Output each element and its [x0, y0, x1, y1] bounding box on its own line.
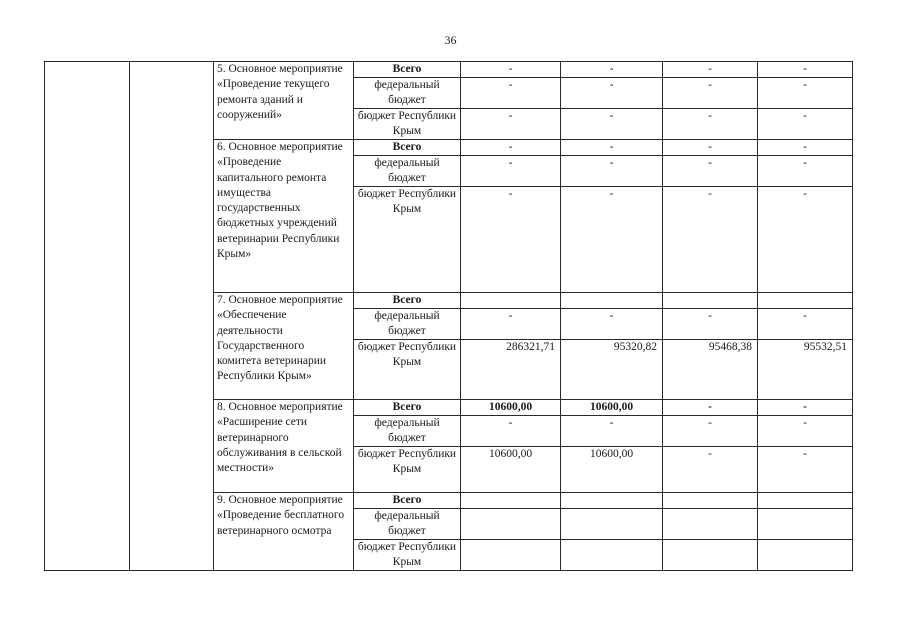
budget-table — [44, 61, 853, 571]
value-cell — [461, 293, 561, 309]
value-cell — [663, 293, 758, 309]
page-number: 36 — [444, 33, 457, 47]
value-cell: - — [461, 416, 561, 447]
value-cell: - — [461, 187, 561, 293]
value-cell — [758, 540, 853, 571]
value-cell: - — [461, 78, 561, 109]
empty-column-2 — [130, 62, 214, 571]
value-cell: - — [758, 187, 853, 293]
source-regional: бюджет Республики Крым — [354, 109, 461, 140]
value-cell: - — [663, 416, 758, 447]
value-cell: - — [758, 109, 853, 140]
value-cell — [663, 509, 758, 540]
source-regional: бюджет Республики Крым — [354, 447, 461, 493]
activity-title: 5. Основное мероприятие «Проведение текущего ремонта зданий и сооружений» — [214, 62, 354, 140]
activity-title: 9. Основное мероприятие «Проведение бесплатного ветеринарного осмотра — [214, 493, 354, 571]
value-cell: - — [663, 400, 758, 416]
source-regional: бюджет Республики Крым — [354, 540, 461, 571]
value-cell: - — [663, 140, 758, 156]
value-cell: - — [663, 62, 758, 78]
source-total: Всего — [354, 140, 461, 156]
table-row — [45, 62, 853, 78]
value-cell: - — [663, 78, 758, 109]
value-cell: - — [561, 309, 663, 340]
activity-title: 6. Основное мероприятие «Проведение капитального ремонта имущества государственных бюджетных учреждений ветеринарии Республики Крым» — [214, 140, 354, 293]
source-federal: федеральный бюджет — [354, 416, 461, 447]
value-cell: - — [561, 416, 663, 447]
value-cell: - — [663, 187, 758, 293]
source-regional: бюджет Республики Крым — [354, 187, 461, 293]
value-cell: - — [663, 156, 758, 187]
source-total: Всего — [354, 62, 461, 78]
value-cell: - — [758, 309, 853, 340]
value-cell — [561, 493, 663, 509]
source-regional: бюджет Республики Крым — [354, 340, 461, 400]
value-cell: - — [561, 78, 663, 109]
value-cell: - — [758, 62, 853, 78]
activity-title: 8. Основное мероприятие «Расширение сети ветеринарного обслуживания в сельской местности» — [214, 400, 354, 493]
value-cell: - — [663, 309, 758, 340]
empty-column-1 — [45, 62, 130, 571]
value-cell — [561, 293, 663, 309]
value-cell: - — [561, 140, 663, 156]
source-federal: федеральный бюджет — [354, 78, 461, 109]
value-cell: 95320,82 — [561, 340, 663, 400]
value-cell: - — [461, 156, 561, 187]
value-cell: 10600,00 — [461, 447, 561, 493]
value-cell: 10600,00 — [461, 400, 561, 416]
value-cell: 95468,38 — [663, 340, 758, 400]
value-cell: - — [561, 109, 663, 140]
value-cell — [758, 293, 853, 309]
value-cell: - — [561, 62, 663, 78]
value-cell: - — [663, 109, 758, 140]
value-cell: - — [461, 309, 561, 340]
value-cell: - — [663, 447, 758, 493]
value-cell: 95532,51 — [758, 340, 853, 400]
value-cell: - — [461, 109, 561, 140]
value-cell: 10600,00 — [561, 400, 663, 416]
value-cell: - — [561, 187, 663, 293]
value-cell: - — [758, 447, 853, 493]
value-cell: 10600,00 — [561, 447, 663, 493]
value-cell — [758, 493, 853, 509]
value-cell: - — [758, 416, 853, 447]
value-cell — [461, 540, 561, 571]
source-total: Всего — [354, 400, 461, 416]
value-cell — [561, 540, 663, 571]
source-total: Всего — [354, 293, 461, 309]
value-cell — [663, 493, 758, 509]
value-cell — [561, 509, 663, 540]
value-cell — [461, 509, 561, 540]
value-cell: 286321,71 — [461, 340, 561, 400]
source-federal: федеральный бюджет — [354, 509, 461, 540]
value-cell — [758, 509, 853, 540]
value-cell — [663, 540, 758, 571]
value-cell: - — [758, 78, 853, 109]
value-cell: - — [758, 400, 853, 416]
source-federal: федеральный бюджет — [354, 156, 461, 187]
source-total: Всего — [354, 493, 461, 509]
value-cell — [461, 493, 561, 509]
value-cell: - — [461, 140, 561, 156]
value-cell: - — [461, 62, 561, 78]
value-cell: - — [561, 156, 663, 187]
value-cell: - — [758, 156, 853, 187]
value-cell: - — [758, 140, 853, 156]
source-federal: федеральный бюджет — [354, 309, 461, 340]
activity-title: 7. Основное мероприятие «Обеспечение деятельности Государственного комитета ветеринарии Республики Крым» — [214, 293, 354, 400]
